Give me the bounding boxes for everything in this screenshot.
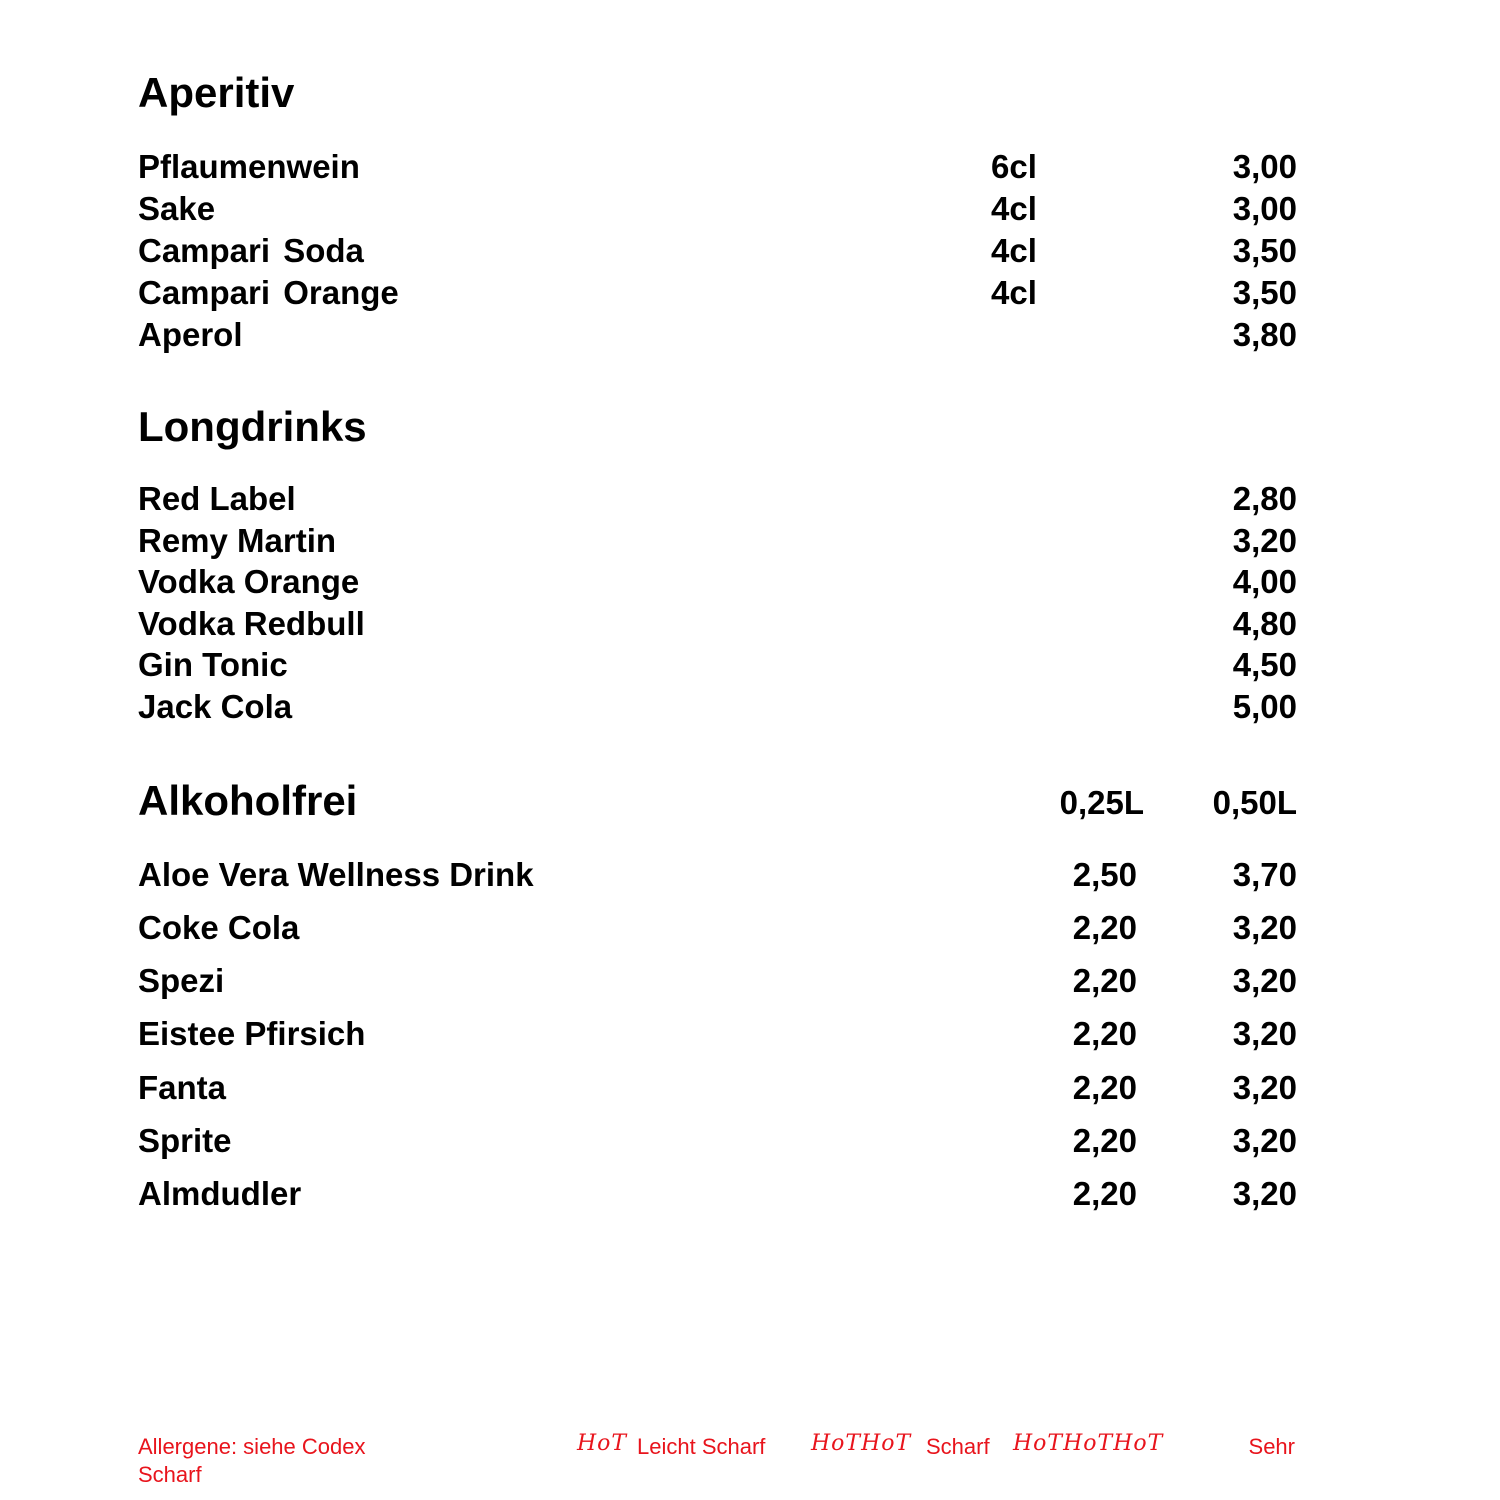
item-price-small: 2,20 bbox=[1072, 962, 1137, 999]
list-item bbox=[0, 192, 1500, 234]
item-name: Vodka Orange bbox=[138, 563, 360, 600]
column-header-025: 0,25L bbox=[1059, 784, 1144, 821]
item-price-small: 2,20 bbox=[1072, 1015, 1137, 1052]
item-name: Campari Soda bbox=[138, 232, 364, 269]
item-size: 4cl bbox=[991, 274, 1037, 311]
item-price-small: 2,50 bbox=[1072, 856, 1137, 893]
item-price-large: 3,20 bbox=[1232, 1015, 1297, 1052]
item-name: Aperol bbox=[138, 316, 243, 353]
item-name: Fanta bbox=[138, 1069, 227, 1106]
item-price-small: 2,20 bbox=[1072, 1069, 1137, 1106]
list-item bbox=[0, 524, 1500, 566]
item-name: Coke Cola bbox=[138, 909, 300, 946]
list-item bbox=[0, 911, 1500, 953]
list-item bbox=[0, 565, 1500, 607]
item-price-large: 3,20 bbox=[1232, 909, 1297, 946]
section-title-longdrinks: Longdrinks bbox=[138, 403, 367, 450]
list-item bbox=[0, 1071, 1500, 1113]
list-item bbox=[0, 482, 1500, 524]
item-name: Aloe Vera Wellness Drink bbox=[138, 856, 534, 893]
item-price: 4,80 bbox=[1232, 605, 1297, 642]
list-item bbox=[0, 648, 1500, 690]
leicht-scharf-label: Leicht Scharf bbox=[637, 1434, 766, 1459]
list-item bbox=[0, 607, 1500, 649]
item-price-small: 2,20 bbox=[1072, 1175, 1137, 1212]
item-name: Spezi bbox=[138, 962, 225, 999]
item-name: Sprite bbox=[138, 1122, 232, 1159]
item-name: Campari Orange bbox=[138, 274, 399, 311]
section-title-alkoholfrei: Alkoholfrei bbox=[138, 777, 358, 824]
section-title-aperitiv: Aperitiv bbox=[138, 69, 295, 116]
allergene-note: Allergene: siehe Codex bbox=[138, 1434, 366, 1459]
item-size: 6cl bbox=[991, 148, 1037, 185]
list-item bbox=[0, 858, 1500, 900]
item-price: 2,80 bbox=[1232, 480, 1297, 517]
column-header-050: 0,50L bbox=[1212, 784, 1297, 821]
scharf-label: Scharf bbox=[926, 1434, 990, 1459]
item-price-large: 3,70 bbox=[1232, 856, 1297, 893]
item-price: 3,50 bbox=[1232, 232, 1297, 269]
item-size: 4cl bbox=[991, 190, 1037, 227]
item-price-small: 2,20 bbox=[1072, 1122, 1137, 1159]
item-price: 4,50 bbox=[1232, 646, 1297, 683]
item-name: Almdudler bbox=[138, 1175, 302, 1212]
hot-mark-3: HoTHoTHoT bbox=[1013, 1431, 1164, 1456]
item-price: 3,50 bbox=[1232, 274, 1297, 311]
item-price: 4,00 bbox=[1232, 563, 1297, 600]
item-name: Red Label bbox=[138, 480, 296, 517]
list-item bbox=[0, 150, 1500, 192]
item-name: Remy Martin bbox=[138, 522, 337, 559]
item-name: Pflaumenwein bbox=[138, 148, 360, 185]
item-price: 5,00 bbox=[1232, 688, 1297, 725]
list-item bbox=[0, 690, 1500, 732]
list-item bbox=[0, 1017, 1500, 1059]
item-price: 3,00 bbox=[1232, 190, 1297, 227]
item-price-small: 2,20 bbox=[1072, 909, 1137, 946]
item-name: Sake bbox=[138, 190, 216, 227]
item-price-large: 3,20 bbox=[1232, 1069, 1297, 1106]
list-item bbox=[0, 318, 1500, 360]
list-item bbox=[0, 276, 1500, 318]
item-size: 4cl bbox=[991, 232, 1037, 269]
item-price: 3,00 bbox=[1232, 148, 1297, 185]
item-name: Gin Tonic bbox=[138, 646, 288, 683]
hot-mark-2: HoTHoT bbox=[811, 1431, 912, 1456]
list-item bbox=[0, 234, 1500, 276]
list-item bbox=[0, 964, 1500, 1006]
item-name: Eistee Pfirsich bbox=[138, 1015, 366, 1052]
item-price: 3,80 bbox=[1232, 316, 1297, 353]
list-item bbox=[0, 1177, 1500, 1219]
list-item bbox=[0, 1124, 1500, 1166]
item-price-large: 3,20 bbox=[1232, 1122, 1297, 1159]
sehr-label: Sehr bbox=[1248, 1434, 1295, 1459]
item-price-large: 3,20 bbox=[1232, 1175, 1297, 1212]
scharf-continuation: Scharf bbox=[138, 1462, 202, 1487]
hot-mark-1: HoT bbox=[577, 1431, 628, 1456]
item-price: 3,20 bbox=[1232, 522, 1297, 559]
item-price-large: 3,20 bbox=[1232, 962, 1297, 999]
item-name: Jack Cola bbox=[138, 688, 293, 725]
item-name: Vodka Redbull bbox=[138, 605, 365, 642]
